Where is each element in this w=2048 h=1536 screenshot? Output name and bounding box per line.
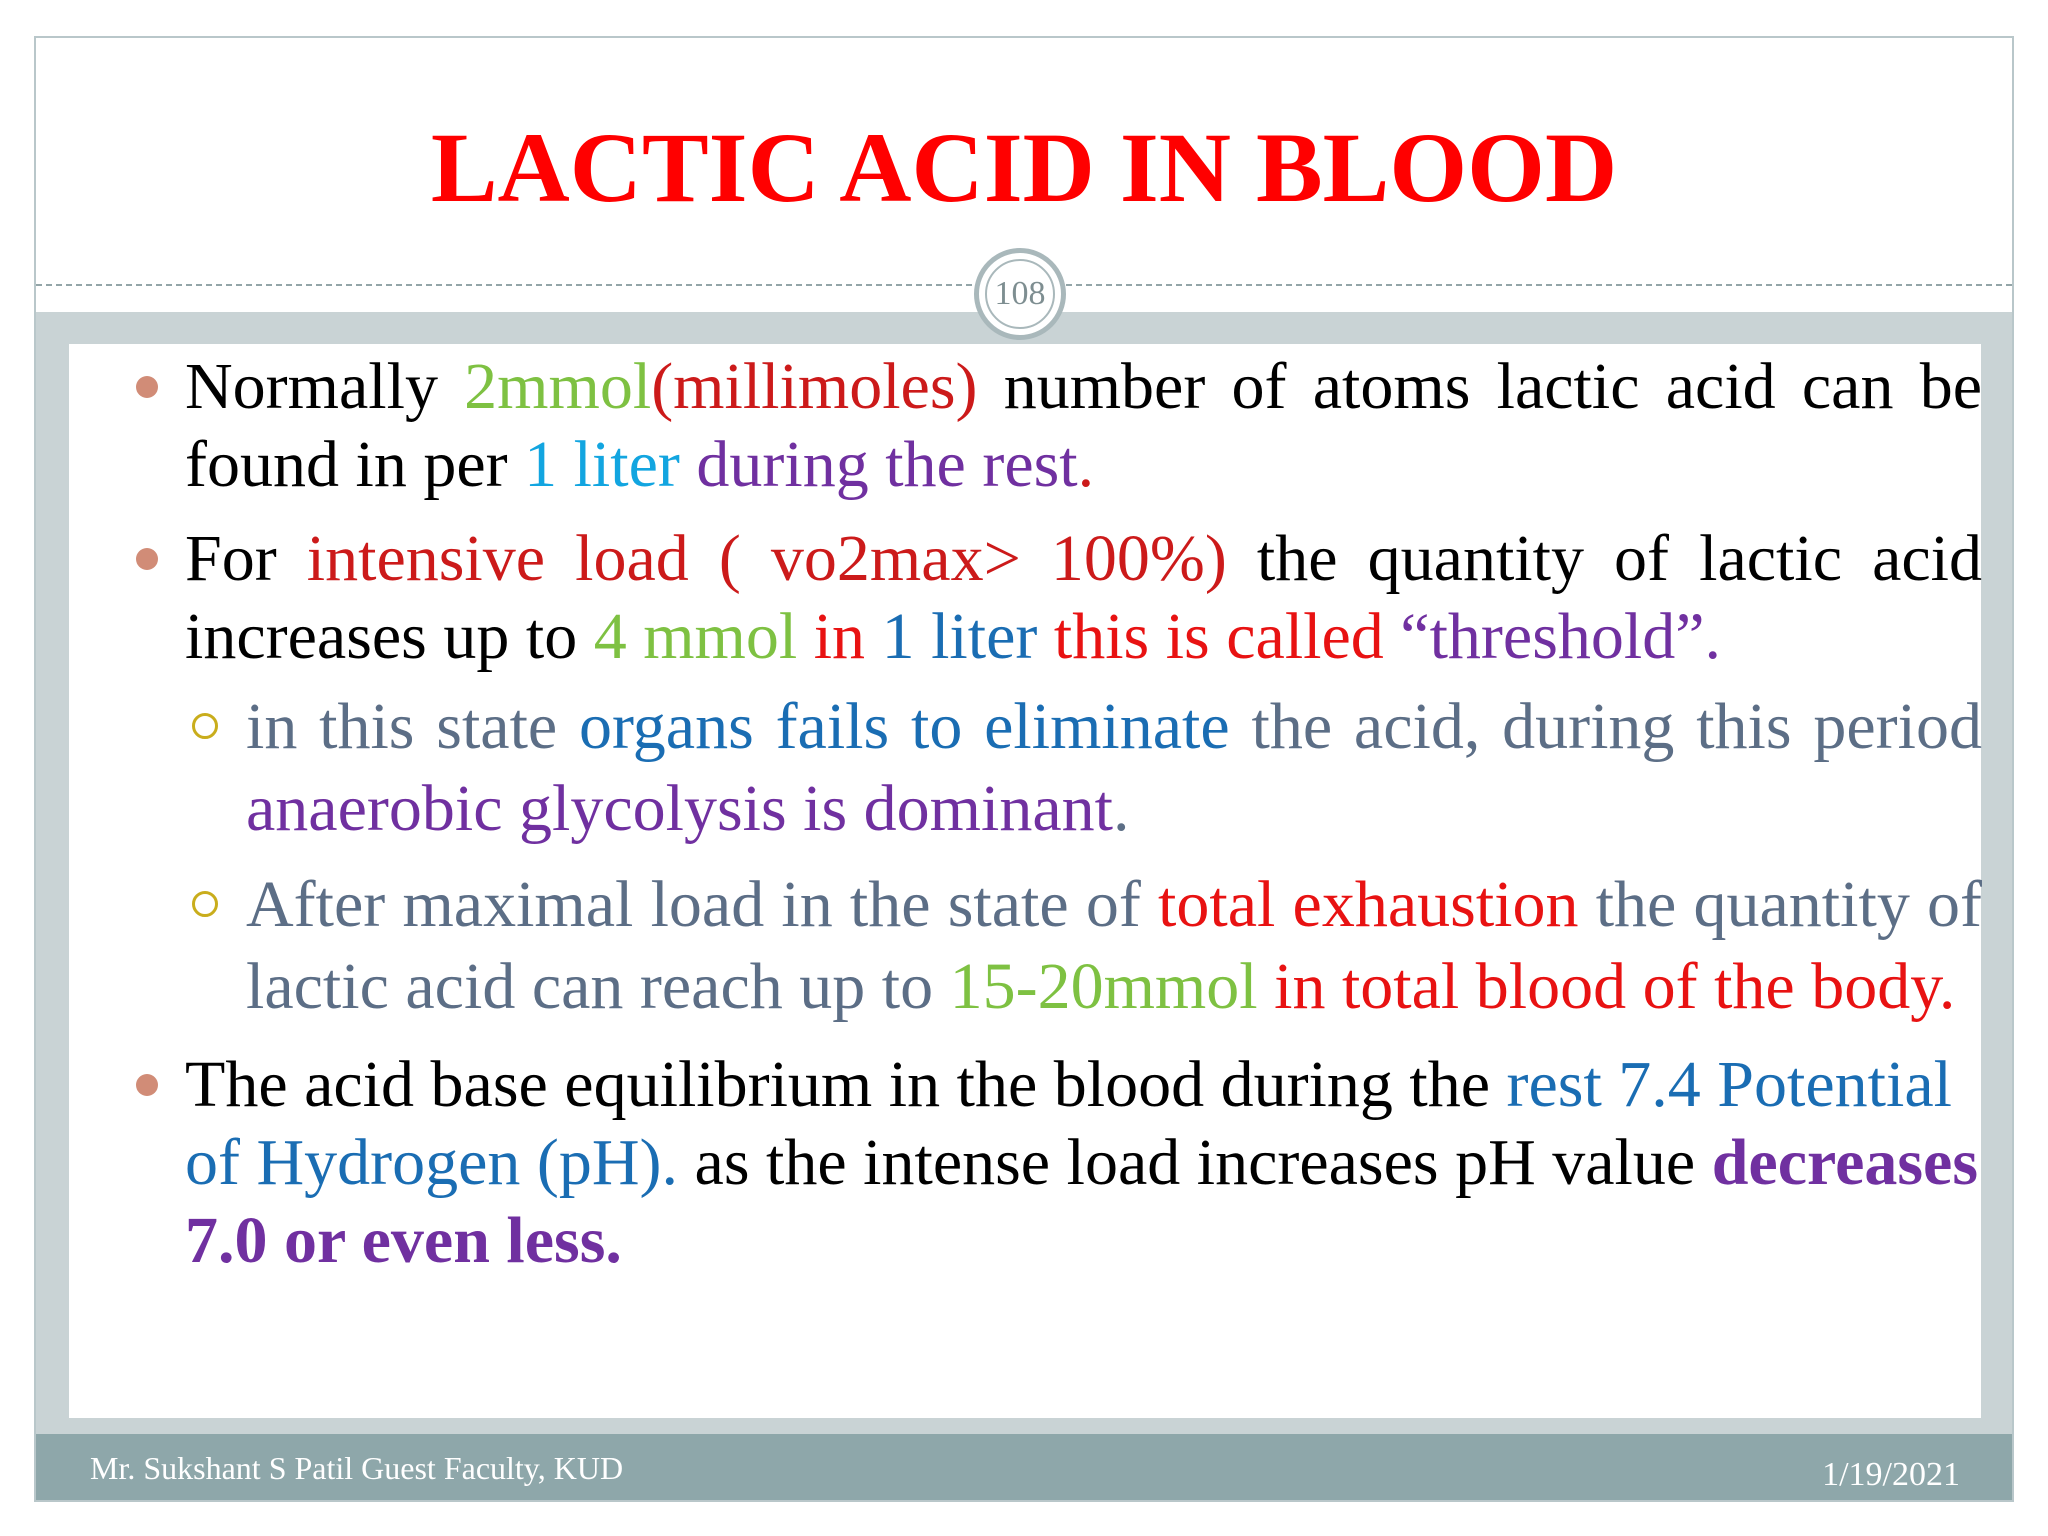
bullet-text: The acid base equilibrium in the blood during the — [185, 1048, 1507, 1121]
bullet-text: anaerobic glycolysis is dominant — [246, 772, 1113, 845]
bullet-text: during the rest — [679, 428, 1078, 501]
footer-date: 1/19/2021 — [1822, 1456, 1960, 1493]
bullet-text: . — [1077, 428, 1095, 501]
bullet-ring-icon — [192, 891, 218, 917]
bullet-text: as the intense load increases pH value — [678, 1126, 1712, 1199]
bullet-text: . — [1113, 772, 1130, 845]
bullet-dot-icon — [136, 548, 158, 570]
bullet-text: intensive load ( vo2max> 100%) — [306, 522, 1227, 595]
bullet-text: the quantity of lactic acid increases up to — [185, 522, 1983, 673]
bullet-text: “threshold”. — [1400, 600, 1722, 673]
bullet-text: in total blood of the body. — [1257, 950, 1956, 1023]
bullet-text: the acid, during this period — [1229, 690, 1982, 763]
bullet-text: Normally — [185, 350, 465, 423]
bullet-list — [52, 348, 1982, 1280]
bullet-text: in this state — [246, 690, 580, 763]
bullet-text: organs fails to eliminate — [579, 690, 1230, 763]
bullet-text: rest 7.4 Potential of Hydrogen (pH). — [185, 1048, 1952, 1199]
bullet-ring-icon — [192, 713, 218, 739]
bullet-text: After maximal load in the state of — [246, 868, 1159, 941]
bullet-dot-icon — [136, 1074, 158, 1096]
bullet-text: number of atoms lactic acid can be found in per — [185, 350, 1982, 501]
sub-bullet-organs — [52, 686, 1982, 850]
bullet-normal-lactate — [52, 348, 1982, 504]
slide-number: 108 — [985, 259, 1055, 329]
bullet-text: (millimoles) — [651, 350, 978, 423]
bullet-intensive-load — [52, 520, 1982, 676]
bullet-text: 4 mmol — [593, 600, 798, 673]
bullet-acid-base — [52, 1046, 1982, 1280]
bullet-text: total exhaustion — [1158, 868, 1579, 941]
bullet-text: 1 liter — [881, 600, 1038, 673]
sub-bullet-exhaustion — [52, 864, 1982, 1028]
bullet-text: decreases 7.0 or even less. — [185, 1126, 1979, 1277]
bullet-text: 1 liter — [524, 428, 680, 501]
slide — [34, 36, 2014, 1502]
slide-number-badge — [974, 248, 1066, 340]
bullet-dot-icon — [136, 376, 158, 398]
slide-title: LACTIC ACID IN BLOOD — [430, 112, 1618, 223]
bullet-text: 15-20mmol — [949, 950, 1258, 1023]
bullet-text: 2mmol — [464, 350, 652, 423]
footer-bar — [36, 1434, 2012, 1502]
bullet-text: the quantity of lactic acid can reach up to — [246, 868, 1982, 1023]
bullet-text: For — [185, 522, 307, 595]
bullet-text: this is called — [1037, 600, 1401, 673]
bullet-text: in — [797, 600, 882, 673]
footer-author: Mr. Sukshant S Patil Guest Faculty, KUD — [90, 1450, 624, 1486]
